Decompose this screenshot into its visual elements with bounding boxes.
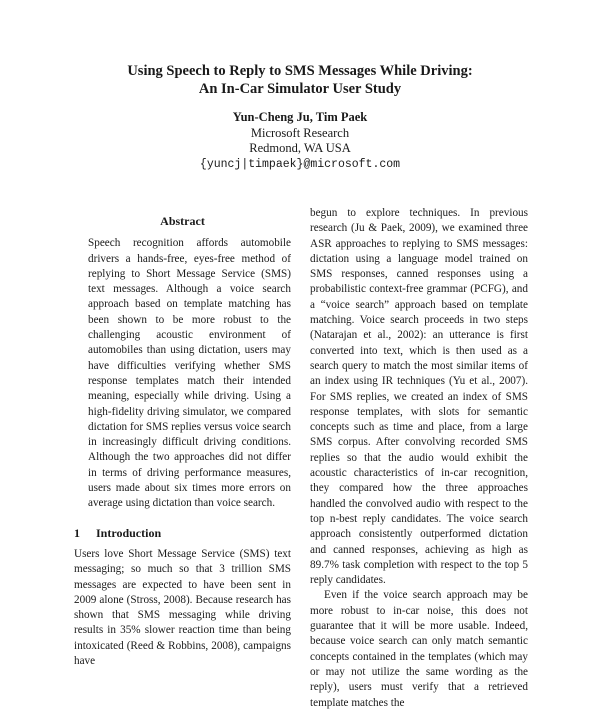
section-number: 1 xyxy=(74,525,80,540)
title-line-2: An In-Car Simulator User Study xyxy=(198,81,402,97)
title-line-1: Using Speech to Reply to SMS Messages While Driving: xyxy=(127,63,473,79)
abstract-heading: Abstract xyxy=(160,214,205,228)
affiliation: Microsoft Research xyxy=(250,125,350,140)
author-names: Yun-Cheng Ju, Tim Paek xyxy=(232,110,368,124)
right-column xyxy=(310,206,528,711)
paper-title xyxy=(0,62,600,98)
section-title: Introduction xyxy=(96,525,162,540)
author-block xyxy=(0,110,600,172)
author-email: {yuncj|timpaek}@microsoft.com xyxy=(199,157,401,171)
location: Redmond, WA USA xyxy=(249,141,351,155)
right-paragraph-1: begun to explore techniques. In previous research (Ju & Paek, 2009), we examined three ASR approaches to replying to SMS messages: dictation using a language model trained on SMS responses, canned responses using a probabilistic context-free grammar (PCFG), and a “voice search” approach based on template matching. Voice search proceeds in two steps (Natarajan et al., 2002): an utterance is first converted into text, which is then used as a search query to match the most similar items of an index using IR techniques (Yu et al., 2007). For SMS replies, we created an index of SMS response templates, with slots for semantic concepts such as time and place, from a large SMS corpus. After convolving recorded SMS replies so that the audio would exhibit the acoustic characteristics of in-car recognition, they compared how the three approaches handled the convolved audio with respect to the top n-best reply candidates. The voice search approach consistently outperformed dictation and canned responses, achieving as high as 89.7% task completion with respect to the top 5 reply candidates. xyxy=(310,207,528,587)
left-column xyxy=(74,214,291,669)
right-paragraph-2: Even if the voice search approach may be more robust to in-car noise, this does not guarantee that it will be more usable. Indeed, because voice search can only match semantic concepts contained in the templates (which may or may not utilize the same wording as the reply), users must verify that a retrieved template matches the xyxy=(310,589,528,709)
abstract-text: Speech recognition affords automobile drivers a hands-free, eyes-free method of replying to Short Message Service (SMS) text messages. Although a voice search approach based on template matching has been shown to be more robust to the challenging acoustic environment of automobiles than using dictation, users may have difficulties verifying whether SMS response templates match their intended meaning, especially while driving. Using a high-fidelity driving simulator, we compared dictation for SMS replies versus voice search in increasingly difficult driving conditions. Although the two approaches did not differ in terms of driving performance measures, users made about six times more errors on average using dictation than voice search. xyxy=(88,237,291,510)
section-heading-introduction xyxy=(74,526,291,541)
introduction-paragraph: Users love Short Message Service (SMS) text messaging; so much so that 3 trillion SMS messages are expected to have been sent in 2009 alone (Stross, 2008). Because research has shown that SMS messaging while driving results in 35% slower reaction time than being intoxicated (Reed & Robbins, 2008), campaigns have xyxy=(74,547,291,668)
